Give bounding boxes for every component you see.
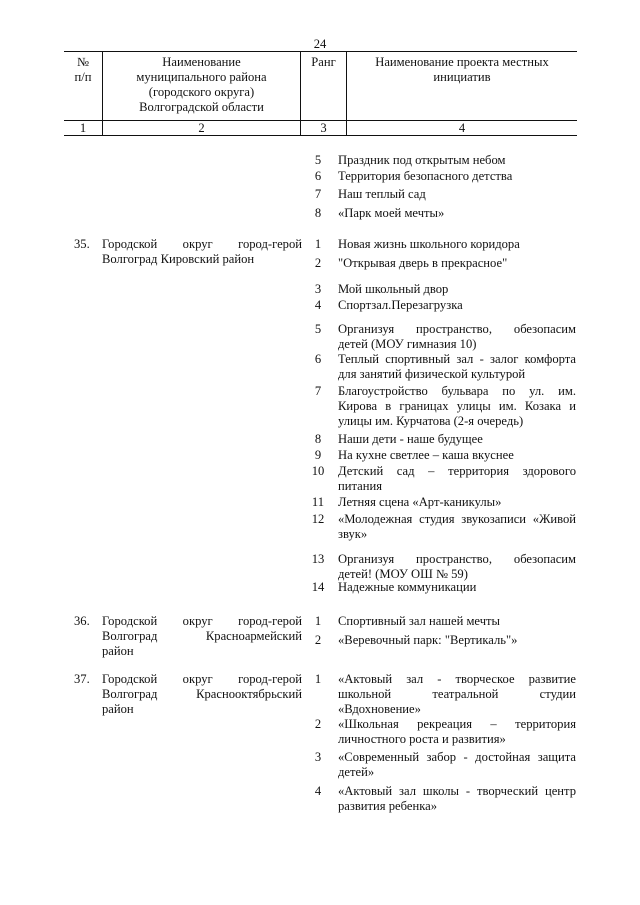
project-name [338, 237, 576, 252]
rank-number: 5 [314, 322, 322, 336]
project-name [338, 552, 576, 582]
district-name [102, 237, 302, 267]
project-name [338, 298, 576, 313]
header-project-line: инициатив [433, 70, 491, 84]
rank-number: 4 [314, 784, 322, 798]
rank-number: 1 [314, 614, 322, 628]
header-rank-label: Ранг [311, 55, 336, 69]
project-name-line: «Вдохновение» [338, 702, 421, 716]
project-name-line: «Веревочный парк: "Вертикаль"» [338, 633, 518, 647]
rank-number: 5 [314, 153, 322, 167]
district-name-line: Городской округ город-герой [102, 614, 302, 628]
rank-number: 8 [314, 432, 322, 446]
table-header [64, 51, 577, 136]
project-name-line: Наши дети - наше будущее [338, 432, 483, 446]
project-name [338, 256, 576, 271]
project-name-line: «Молодежная студия звукозаписи «Живой [338, 512, 576, 526]
rank-number: 7 [314, 187, 322, 201]
rank-number: 10 [311, 464, 325, 478]
project-name-line: Мой школьный двор [338, 282, 449, 296]
rank-number: 3 [314, 282, 322, 296]
district-name-line: Волгоград Красноармейский [102, 629, 302, 643]
project-name [338, 384, 576, 429]
district-name-line: Городской округ город-герой [102, 672, 302, 686]
project-name-line: Организуя пространство, обезопасим [338, 322, 576, 336]
project-name [338, 717, 576, 747]
project-name-line: питания [338, 479, 382, 493]
header-district-line: Наименование [162, 55, 241, 69]
district-name-line: Городской округ город-герой [102, 237, 302, 251]
project-name-line: Территория безопасного детства [338, 169, 513, 183]
project-name [338, 187, 576, 202]
project-name [338, 282, 576, 297]
project-name-line: Новая жизнь школьного коридора [338, 237, 520, 251]
project-name [338, 672, 576, 717]
rank-number: 6 [314, 352, 322, 366]
project-name-line: детей! (МОУ ОШ № 59) [338, 567, 468, 581]
project-name-line: личностного роста и развития» [338, 732, 506, 746]
project-name-line: Детский сад – территория здорового [338, 464, 576, 478]
column-number: 1 [79, 121, 87, 135]
rank-number: 2 [314, 717, 322, 731]
district-name-line: район [102, 644, 134, 658]
rank-number: 3 [314, 750, 322, 764]
district-name-line: район [102, 702, 134, 716]
rank-number: 13 [311, 552, 325, 566]
rank-number: 12 [311, 512, 325, 526]
project-name [338, 750, 576, 780]
header-num [64, 52, 102, 120]
district-name-line: Волгоград Кировский район [102, 252, 255, 266]
column-number: 4 [346, 121, 577, 135]
district-name [102, 672, 302, 717]
project-name-line: "Открывая дверь в прекрасное" [338, 256, 508, 270]
project-name [338, 784, 576, 814]
project-name-line: школьной театральной студии [338, 687, 576, 701]
rank-number: 4 [314, 298, 322, 312]
project-name [338, 448, 576, 463]
project-name-line: «Современный забор - достойная защита [338, 750, 576, 764]
project-name-line: детей (МОУ гимназия 10) [338, 337, 477, 351]
project-name-line: для занятий физической культурой [338, 367, 526, 381]
rank-number: 8 [314, 206, 322, 220]
project-name-line: звук» [338, 527, 368, 541]
project-name-line: Теплый спортивный зал - залог комфорта [338, 352, 576, 366]
header-district-line: муниципального района [136, 70, 267, 84]
page-number: 24 [313, 37, 327, 51]
rank-number: 2 [314, 633, 322, 647]
project-name-line: На кухне светлее – каша вкуснее [338, 448, 514, 462]
column-number: 2 [102, 121, 300, 135]
rank-number: 9 [314, 448, 322, 462]
project-name [338, 464, 576, 494]
rank-number: 1 [314, 237, 322, 251]
rank-number: 1 [314, 672, 322, 686]
header-project-line: Наименование проекта местных [375, 55, 549, 69]
project-name-line: улицы им. Курчатова (2-я очередь) [338, 414, 524, 428]
row-number: 37. [74, 672, 90, 686]
project-name [338, 633, 576, 648]
header-district [102, 52, 300, 120]
project-name-line: Наш теплый сад [338, 187, 426, 201]
project-name [338, 512, 576, 542]
project-name-line: Спортзал.Перезагрузка [338, 298, 463, 312]
project-name-line: «Актовый зал школы - творческий центр [338, 784, 576, 798]
header-district-line: (городского округа) [148, 85, 255, 99]
project-name [338, 580, 576, 595]
project-name-line: Праздник под открытым небом [338, 153, 506, 167]
district-name-line: Волгоград Краснооктябрьский [102, 687, 302, 701]
project-name-line: Летняя сцена «Арт-каникулы» [338, 495, 502, 509]
project-name-line: Спортивный зал нашей мечты [338, 614, 501, 628]
project-name-line: Кирова в границах улицы им. Козака и [338, 399, 576, 413]
header-num-line: № [76, 55, 90, 69]
header-num-line: п/п [74, 70, 92, 84]
project-name-line: детей» [338, 765, 375, 779]
rank-number: 2 [314, 256, 322, 270]
project-name [338, 169, 576, 184]
project-name-line: «Парк моей мечты» [338, 206, 445, 220]
project-name [338, 495, 576, 510]
project-name-line: «Актовый зал - творческое развитие [338, 672, 576, 686]
project-name [338, 432, 576, 447]
row-number: 36. [74, 614, 90, 628]
row-number: 35. [74, 237, 90, 251]
project-name-line: развития ребенка» [338, 799, 438, 813]
rank-number: 6 [314, 169, 322, 183]
project-name [338, 206, 576, 221]
header-project [346, 52, 577, 120]
column-numbers-row [64, 120, 577, 135]
project-name-line: Надежные коммуникации [338, 580, 477, 594]
header-rank [300, 52, 346, 120]
project-name [338, 153, 576, 168]
project-name-line: Благоустройство бульвара по ул. им. [338, 384, 576, 398]
project-name-line: «Школьная рекреация – территория [338, 717, 576, 731]
project-name [338, 322, 576, 352]
district-name [102, 614, 302, 659]
project-name [338, 614, 576, 629]
project-name [338, 352, 576, 382]
rank-number: 14 [311, 580, 325, 594]
rank-number: 7 [314, 384, 322, 398]
header-district-line: Волгоградской области [139, 100, 264, 114]
project-name-line: Организуя пространство, обезопасим [338, 552, 576, 566]
column-number: 3 [300, 121, 346, 135]
rank-number: 11 [311, 495, 325, 509]
